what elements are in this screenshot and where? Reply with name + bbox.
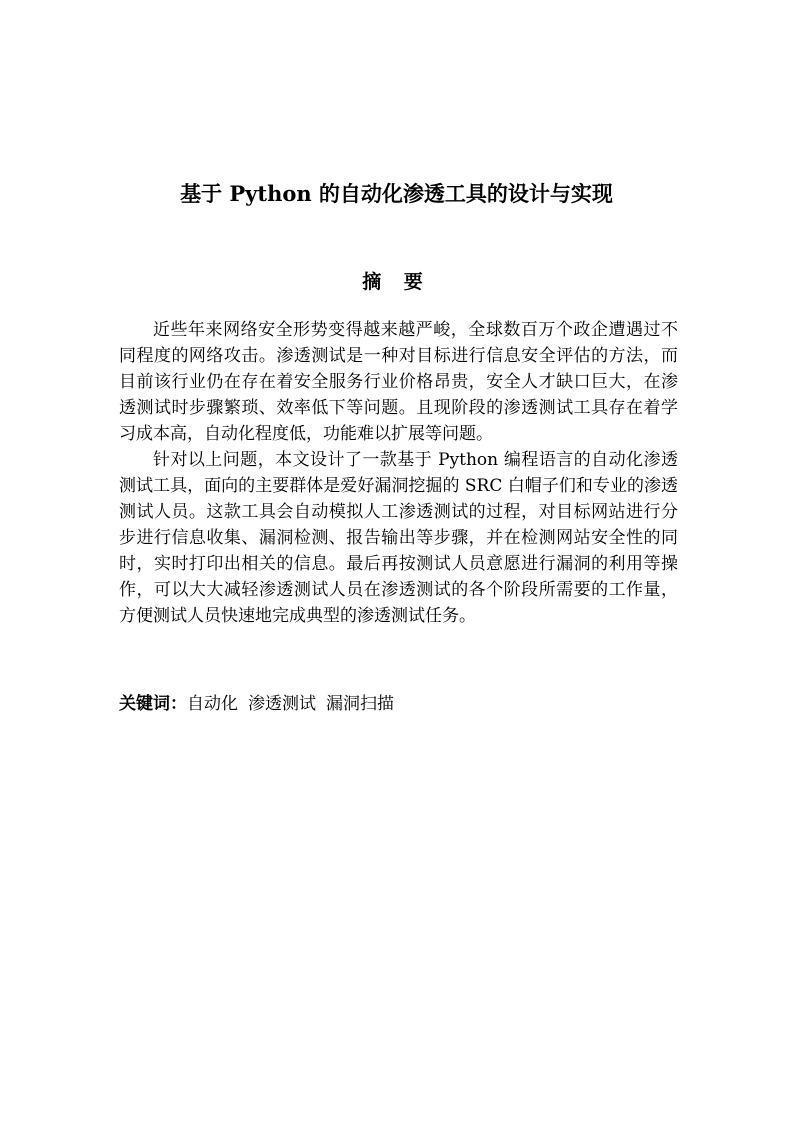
keyword-item: 漏洞扫描	[326, 694, 394, 714]
keywords-label: 关键词：	[119, 694, 187, 714]
abstract-body	[119, 317, 678, 629]
abstract-heading: 摘 要	[362, 271, 431, 293]
abstract-paragraph-1: 近些年来网络安全形势变得越来越严峻，全球数百万个政企遭遇过不同程度的网络攻击。渗透测试是一种对目标进行信息安全评估的方法，而目前该行业仍在存在着安全服务行业价格昂贵，安全人才缺口巨大，在渗透测试时步骤繁琐、效率低下等问题。且现阶段的渗透测试工具存在着学习成本高，自动化程度低，功能难以扩展等问题。	[119, 320, 678, 444]
keywords-line	[119, 690, 678, 718]
keyword-item: 渗透测试	[248, 694, 316, 714]
page-title: 基于 Python 的自动化渗透工具的设计与实现	[180, 181, 613, 206]
abstract-paragraph-2: 针对以上问题，本文设计了一款基于 Python 编程语言的自动化渗透测试工具，面向的主要群体是爱好漏洞挖掘的 SRC 白帽子们和专业的渗透测试人员。这款工具会自动模拟人工渗透测试的过程，对目标网站进行分步进行信息收集、漏洞检测、报告输出等步骤，并在检测网站安全性的同时，实时打印出相关的信息。最后再按测试人员意愿进行漏洞的利用等操作，可以大大减轻渗透测试人员在渗透测试的各个阶段所需要的工作量，方便测试人员快速地完成典型的渗透测试任务。	[119, 450, 678, 626]
keyword-item: 自动化	[187, 694, 238, 714]
